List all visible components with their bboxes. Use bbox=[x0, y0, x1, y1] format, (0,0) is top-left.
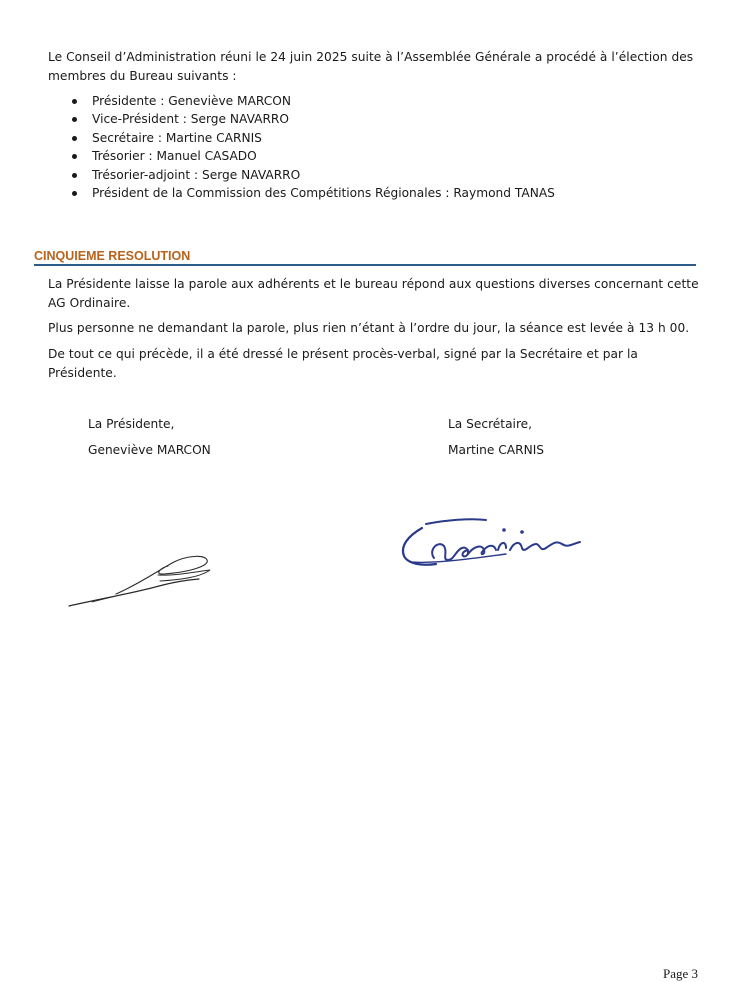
president-role: La Présidente, bbox=[88, 417, 175, 431]
list-item: Secrétaire : Martine CARNIS bbox=[70, 129, 555, 147]
resolution-paragraph: La Présidente laisse la parole aux adhérents et le bureau répond aux questions diverses concernant cette AG Ordinaire. bbox=[48, 277, 699, 310]
bureau-list bbox=[70, 92, 555, 202]
president-name: Geneviève MARCON bbox=[88, 443, 211, 457]
resolution-paragraph: De tout ce qui précède, il a été dressé le présent procès-verbal, signé par la Secrétaire et par la Présidente. bbox=[48, 347, 638, 380]
secretary-role: La Secrétaire, bbox=[448, 417, 533, 431]
list-item: Trésorier : Manuel CASADO bbox=[70, 147, 555, 165]
list-item: Trésorier-adjoint : Serge NAVARRO bbox=[70, 166, 555, 184]
secretary-name: Martine CARNIS bbox=[448, 443, 545, 457]
section-heading: CINQUIEME RESOLUTION bbox=[34, 249, 696, 266]
secretary-signature bbox=[396, 514, 588, 572]
president-signature bbox=[64, 548, 219, 610]
list-item: Présidente : Geneviève MARCON bbox=[70, 92, 555, 110]
list-item: Président de la Commission des Compétitions Régionales : Raymond TANAS bbox=[70, 184, 555, 202]
page-number: Page 3 bbox=[662, 966, 698, 981]
resolution-paragraph: Plus personne ne demandant la parole, plus rien n’étant à l’ordre du jour, la séance est levée à 13 h 00. bbox=[48, 321, 690, 335]
list-item: Vice-Président : Serge NAVARRO bbox=[70, 110, 555, 128]
intro-paragraph: Le Conseil d’Administration réuni le 24 juin 2025 suite à l’Assemblée Générale a procédé à l’élection des membres du Bureau suivants : bbox=[48, 50, 694, 83]
